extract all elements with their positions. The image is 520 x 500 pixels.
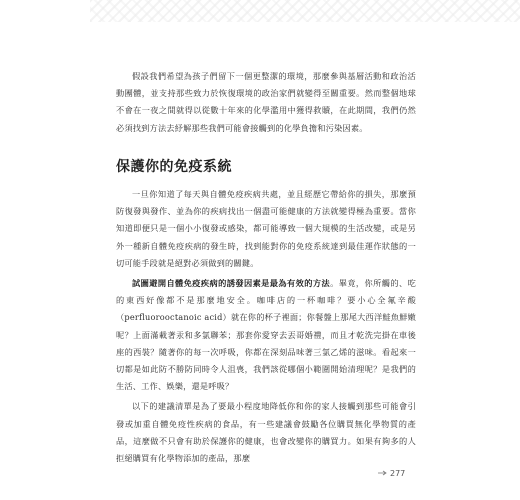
paragraph-intro: 假設我們希望為孩子們留下一個更整潔的環境，那麼參與基層活動和政治活動團體，並支持那些致力於恢復環境的政治家們就變得至關重要。然而整個地球不會在一夜之間就得以從數十年來的化學濫用中獲得救贖，在此期間，我們仍然必須找到方法去紓解那些我們可能會接觸到的化學負擔和污染因素。 (116, 71, 416, 133)
paragraph-recommendations: 以下的建議清單是為了要最小程度地降低你和你的家人接觸到那些可能會引發或加重自體免疫性疾病的食品，有一些建議會鼓勵各位購買無化學物質的產品，這麼做不只會有助於保護你的健康，也會改變你的購買力。如果有夠多的人拒絕購買有化學物添加的產品，那麼 (116, 401, 416, 464)
decorative-header-pattern-overlay (90, 0, 520, 22)
section-heading: 保護你的免疫系統 (116, 159, 232, 175)
bold-lead-sentence: 試圖避開自體免疫疾病的誘發因素是最為有效的方法 (132, 278, 331, 289)
paragraph-triggers (116, 275, 416, 395)
page-number-ornament-icon (378, 470, 388, 476)
page-number: 277 (390, 469, 406, 478)
section-body (116, 186, 416, 467)
paragraph-triggers-rest: 。畢竟，你所觸的、吃的東西好像都不是那麼地安全。咖啡店的一杯咖啡？要小心全氟辛酸（perfluorooctanoic acid）就在你的杯子裡面；你餐盤上那尾大西洋鮭魚鮮嫩呢？上面滿載著汞和多氯聯苯；那套你愛穿去丟哥婚禮，而且才乾洗完掛在車後座的西裝？隨著你的每一次呼吸，你都在深刻品味著三氯乙烯的滋味。看起來一切都是如此防不勝防同時令人沮喪，我們該從哪個小範圍開始清理呢？是我們的生活、工作、娛樂，還是呼吸？ (116, 278, 416, 392)
paragraph-immune: 一旦你知道了每天與自體免疫疾病共處，並且經歷它帶給你的損失，那麼預防復發與發作、並為你的疾病找出一個盡可能健康的方法就變得極為重要。當你知道即便只是一個小小復發或感染，都可能導致一個大規模的生活改變，或是另外一種新自體免疫疾病的發生時，找到能對你的免疫系統達到最佳運作狀態的一切可能手段就是絕對必須做到的關鍵。 (116, 189, 416, 268)
intro-block (116, 68, 416, 147)
